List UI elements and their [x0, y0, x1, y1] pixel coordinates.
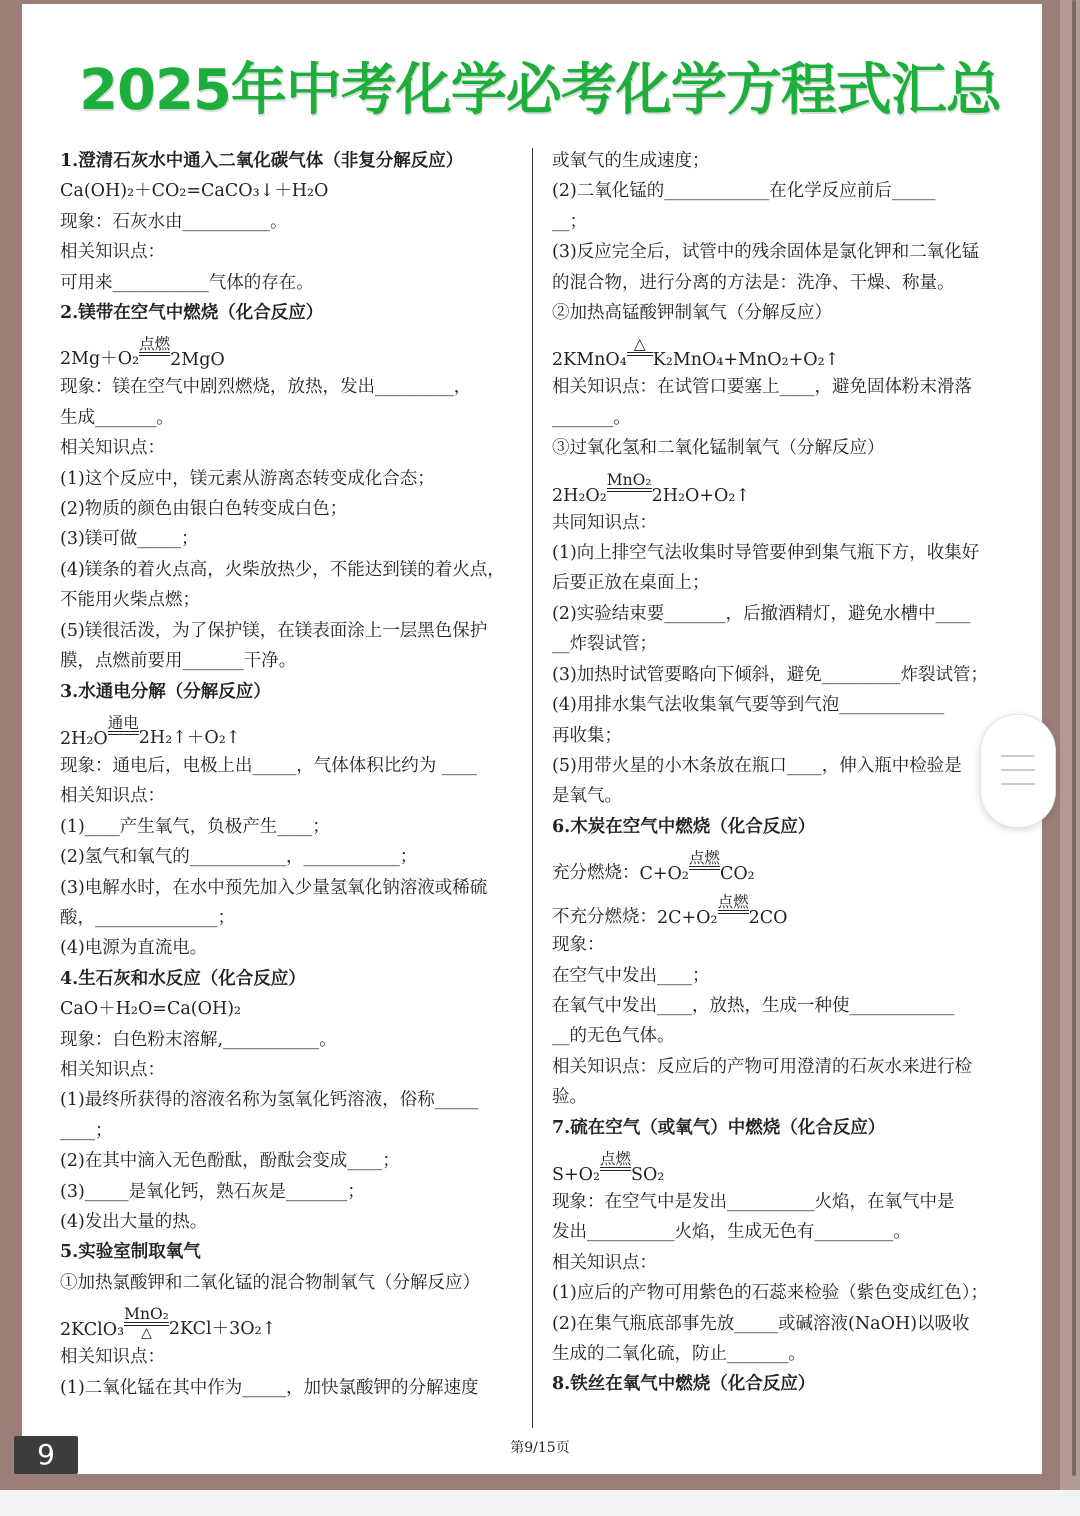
text-line: 酸，______________； [60, 907, 235, 928]
text-line: (2)在集气瓶底部事先放_____或碱溶液(NaOH)以吸收 [552, 1313, 970, 1334]
reaction-condition: MnO₂ [607, 472, 652, 506]
text-line: 现象：在空气中是发出__________火焰，在氧气中是 [552, 1191, 955, 1212]
text-line: (1)这个反应中，镁元素从游离态转变成化合态； [60, 468, 435, 489]
grip-line-icon [1001, 783, 1035, 785]
text-line: (1)最终所获得的溶液名称为氢氧化钙溶液，俗称_____ [60, 1090, 479, 1111]
equation: Ca(OH)₂＋CO₂=CaCO₃↓＋H₂O [60, 181, 329, 202]
section-heading: 1.澄清石灰水中通入二氧化碳气体（非复分解反应） [60, 151, 464, 171]
text-line: __； [552, 211, 587, 232]
text-line: (3)镁可做_____； [60, 529, 199, 550]
text-line: 相关知识点：在试管口要塞上____，避免固体粉末滑落 [552, 377, 972, 398]
section-heading: 6.木炭在空气中燃烧（化合反应） [552, 816, 816, 837]
section-heading: 8.铁丝在氧气中燃烧（化合反应） [552, 1374, 816, 1395]
text-line: 现象：镁在空气中剧烈燃烧，放热，发出_________， [60, 377, 472, 398]
equation: 不充分燃烧： 2C+O₂ 点燃 2CO [552, 893, 788, 929]
text-line: (1)向上排空气法收集时导管要伸到集气瓶下方，收集好 [552, 543, 980, 564]
reaction-condition: △ [627, 336, 653, 370]
text-line: 在空气中发出____； [552, 965, 710, 986]
text-line: 共同知识点： [552, 512, 657, 533]
text-line: ②加热高锰酸钾制氧气（分解反应） [552, 303, 832, 324]
left-column [60, 146, 522, 1403]
section-heading: 3.水通电分解（分解反应） [60, 681, 271, 702]
text-line: (1)二氧化锰在其中作为_____，加快氯酸钾的分解速度 [60, 1377, 479, 1398]
text-line: 可用来___________气体的存在。 [60, 272, 314, 293]
text-line: (4)用排水集气法收集氧气要等到气泡____________ [552, 695, 945, 716]
text-line: (1)____产生氧气，负极产生____； [60, 816, 330, 837]
reaction-condition: MnO₂ △ [124, 1305, 169, 1342]
section-heading: 2.镁带在空气中燃烧（化合反应） [60, 303, 324, 324]
text-line: (4)发出大量的热。 [60, 1212, 208, 1232]
reaction-condition: 通电 [108, 715, 139, 749]
text-line: 现象：通电后，电极上出_____，气体体积比约为 ____ [60, 755, 477, 776]
fast-scroll-handle[interactable] [980, 714, 1056, 828]
text-line: (1)应后的产物可用紫色的石蕊来检验（紫色变成红色）； [552, 1283, 989, 1304]
text-line: 相关知识点： [60, 438, 165, 459]
text-line: 相关知识点： [60, 1347, 165, 1368]
page-indicator-badge[interactable]: 9 [14, 1436, 78, 1474]
equation: 2H₂O₂ MnO₂ 2H₂O+O₂↑ [552, 470, 751, 506]
viewer-bottom-strip [0, 1490, 1080, 1516]
section-heading: 7.硫在空气（或氧气）中燃烧（化合反应） [552, 1117, 886, 1138]
text-line: 发出__________火焰，生成无色有_________。 [552, 1222, 911, 1243]
text-line: (5)用带火星的小木条放在瓶口____，伸入瓶中检验是 [552, 755, 962, 776]
text-line: 验。 [552, 1087, 587, 1108]
text-line: (2)实验结束要_______，后撤酒精灯，避免水槽中____ [552, 603, 971, 624]
grip-line-icon [1001, 755, 1035, 757]
page-number-footer: 第9/15页 [510, 1440, 570, 1456]
text-line: 现象：石灰水由__________。 [60, 211, 288, 232]
text-line: 的混合物，进行分离的方法是：洗净、干燥、称量。 [552, 272, 955, 293]
equation: 2Mg＋O₂ 点燃 2MgO [60, 335, 225, 371]
reaction-condition: 点燃 [718, 894, 749, 928]
equation: 2KClO₃ MnO₂ △ 2KCl＋3O₂↑ [60, 1305, 277, 1342]
page-title: 2025年中考化学必考化学方程式汇总 [79, 58, 1001, 123]
text-line: 在氧气中发出____，放热，生成一种使____________ [552, 995, 955, 1016]
text-line: 相关知识点： [60, 786, 165, 807]
text-line: 膜，点燃前要用_______干净。 [60, 651, 297, 672]
text-line: ③过氧化氢和二氧化锰制氧气（分解反应） [552, 438, 885, 459]
text-line: (4)电源为直流电。 [60, 938, 208, 959]
text-line: __的无色气体。 [552, 1026, 675, 1047]
text-line: 生成的二氧化硫，防止_______。 [552, 1344, 806, 1364]
text-line: ____； [60, 1120, 113, 1141]
text-line: (2)物质的颜色由银白色转变成白色； [60, 499, 348, 520]
text-line: 相关知识点： [60, 242, 165, 263]
viewer-right-strip [1060, 0, 1080, 1490]
equation: 充分燃烧： C+O₂ 点燃 CO₂ [552, 849, 755, 885]
text-line: (2)二氧化锰的____________在化学反应前后_____ [552, 181, 936, 202]
equation: S+O₂ 点燃 SO₂ [552, 1149, 665, 1185]
reaction-condition: 点燃 [689, 850, 720, 884]
text-line: _______。 [552, 407, 631, 428]
right-column [552, 146, 1020, 1400]
text-line: 相关知识点：反应后的产物可用澄清的石灰水来进行检 [552, 1056, 972, 1077]
text-line: (4)镁条的着火点高，火柴放热少，不能达到镁的着火点， [60, 559, 505, 580]
text-line: 相关知识点： [552, 1252, 657, 1273]
text-line: 生成_______。 [60, 407, 174, 428]
equation: CaO＋H₂O=Ca(OH)₂ [60, 999, 242, 1020]
text-line: 现象： [552, 935, 605, 956]
equation: 2KMnO₄ △ K₂MnO₄+MnO₂+O₂↑ [552, 335, 840, 371]
equation: 2H₂O 通电 2H₂↑＋O₂↑ [60, 713, 241, 749]
section-heading: 4.生石灰和水反应（化合反应） [60, 968, 306, 989]
text-line: (3)_____是氧化钙，熟石灰是_______； [60, 1181, 365, 1202]
text-line: (5)镁很活泼，为了保护镁，在镁表面涂上一层黑色保护 [60, 620, 488, 641]
text-line: ①加热氯酸钾和二氧化锰的混合物制氧气（分解反应） [60, 1272, 480, 1293]
text-line: 是氧气。 [552, 786, 622, 807]
reaction-condition: 点燃 [139, 336, 170, 370]
text-line: (3)加热时试管要略向下倾斜，避免_________炸裂试管； [552, 664, 989, 685]
text-line: 现象：白色粉末溶解,___________。 [60, 1029, 337, 1050]
text-line: (2)氢气和氧气的___________，___________； [60, 847, 418, 868]
text-line: 相关知识点： [60, 1059, 165, 1080]
text-line: 或氧气的生成速度； [552, 151, 710, 171]
text-line: (3)反应完全后，试管中的残余固体是氯化钾和二氧化锰 [552, 242, 980, 263]
scrollbar[interactable] [1072, 0, 1076, 1476]
grip-line-icon [1001, 769, 1035, 771]
column-divider [532, 148, 533, 1428]
text-line: __炸裂试管； [552, 634, 657, 655]
section-heading: 5.实验室制取氧气 [60, 1242, 201, 1263]
text-line: (3)电解水时，在水中预先加入少量氢氧化钠溶液或稀硫 [60, 877, 488, 898]
reaction-condition: 点燃 [600, 1151, 631, 1185]
text-line: (2)在其中滴入无色酚酞，酚酞会变成____； [60, 1151, 400, 1172]
text-line: 不能用火柴点燃； [60, 590, 200, 611]
text-line: 再收集； [552, 725, 622, 746]
text-line: 后要正放在桌面上； [552, 573, 710, 594]
